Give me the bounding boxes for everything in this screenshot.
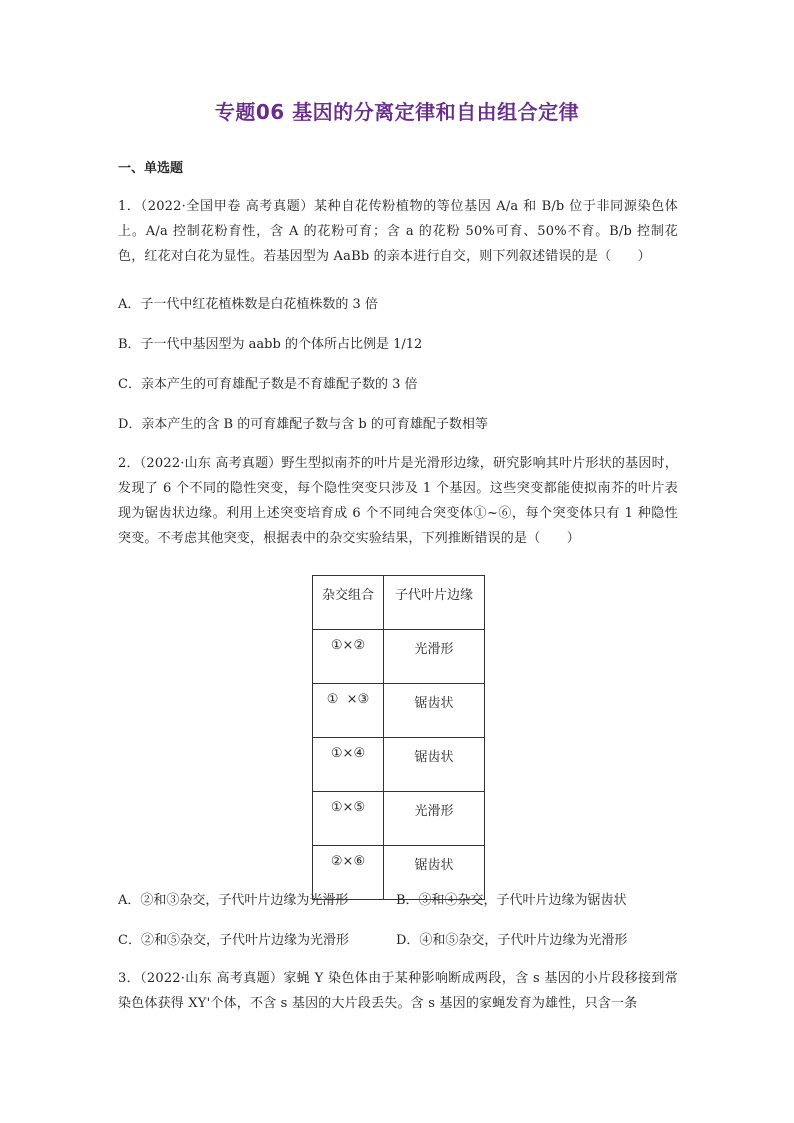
question-1-option-a: A．子一代中红花植株数是白花植株数的 3 倍 <box>118 297 378 312</box>
table-cell: ①×④ <box>313 738 384 792</box>
table-header-cell: 子代叶片边缘 <box>384 576 485 630</box>
cross-results-table <box>312 575 485 900</box>
table-cell: ②×⑥ <box>313 846 384 900</box>
document-title: 专题06 基因的分离定律和自由组合定律 <box>214 100 580 124</box>
table-cell: ①×② <box>313 630 384 684</box>
table-row <box>313 630 485 684</box>
table-header-row <box>313 576 485 630</box>
table-header-cell: 杂交组合 <box>313 576 384 630</box>
table-row <box>313 738 485 792</box>
question-1-stem: 1．（2022·全国甲卷 高考真题）某种自花传粉植物的等位基因 A/a 和 B/b 位于非同源染色体上。A/a 控制花粉育性，含 A 的花粉可育；含 a 的花粉 50%可育、50%不育。B/b 控制花色，红花对白花为显性。若基因型为 AaBb 的亲本进行自交，则下列叙述错误的是（ ） <box>118 199 678 264</box>
table-row <box>313 792 485 846</box>
table-cell: ① ×③ <box>313 684 384 738</box>
section-heading: 一、单选题 <box>118 161 184 176</box>
question-2-option-b: B．③和④杂交，子代叶片边缘为锯齿状 <box>396 893 627 908</box>
table-cell: 光滑形 <box>384 792 485 846</box>
table-cell: 锯齿状 <box>384 738 485 792</box>
question-2-option-a: A．②和③杂交，子代叶片边缘为光滑形 <box>118 893 349 908</box>
question-2-option-d: D．④和⑤杂交，子代叶片边缘为光滑形 <box>396 933 628 948</box>
table-row <box>313 684 485 738</box>
question-3-stem: 3．（2022·山东 高考真题）家蝇 Y 染色体由于某种影响断成两段，含 s 基因的小片段移接到常染色体获得 XY'个体，不含 s 基因的大片段丢失。含 s 基因的家蝇发育为雄性，只含一条 <box>118 971 678 1011</box>
question-2-option-c: C．②和⑤杂交，子代叶片边缘为光滑形 <box>118 933 349 948</box>
table-cell: ①×⑤ <box>313 792 384 846</box>
table-cell: 锯齿状 <box>384 846 485 900</box>
question-2-stem: 2．（2022·山东 高考真题）野生型拟南芥的叶片是光滑形边缘，研究影响其叶片形状的基因时，发现了 6 个不同的隐性突变，每个隐性突变只涉及 1 个基因。这些突变都能使拟南芥的叶片表现为锯齿状边缘。利用上述突变培育成 6 个不同纯合突变体①~⑥，每个突变体只有 1 种隐性突变。不考虑其他突变，根据表中的杂交实验结果，下列推断错误的是（ ） <box>118 456 678 546</box>
question-1-option-d: D．亲本产生的含 B 的可育雄配子数与含 b 的可育雄配子数相等 <box>118 417 488 432</box>
table-cell: 光滑形 <box>384 630 485 684</box>
table-cell: 锯齿状 <box>384 684 485 738</box>
question-1-option-b: B．子一代中基因型为 aabb 的个体所占比例是 1/12 <box>118 337 423 352</box>
question-1-option-c: C．亲本产生的可育雄配子数是不育雄配子数的 3 倍 <box>118 377 418 392</box>
